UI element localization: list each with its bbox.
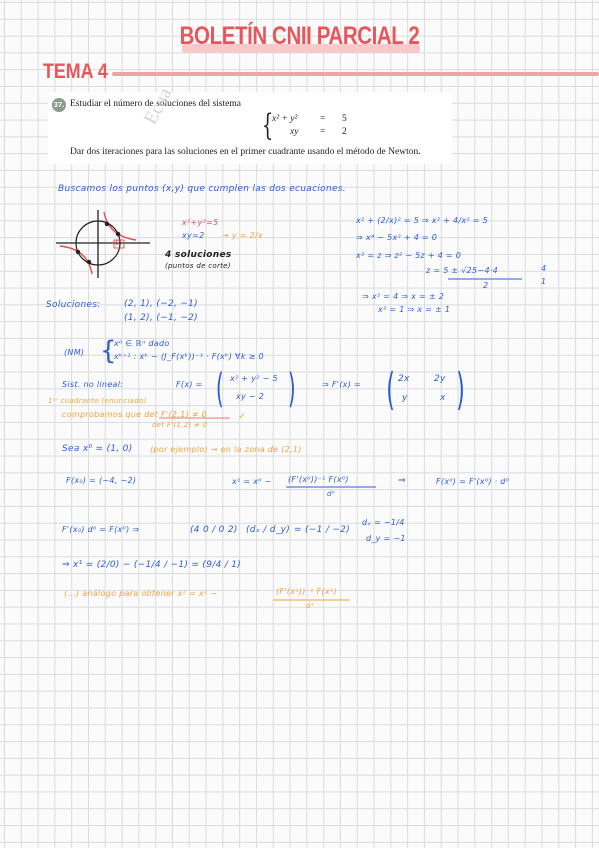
newton-linear-system: F(x⁰) = F'(x⁰) · d⁰: [436, 477, 510, 486]
jacobian-21: y: [402, 393, 408, 403]
root-2: 1: [541, 277, 547, 286]
section-title: TEMA 4: [43, 60, 108, 83]
det-check-1: comprobamos que det F'(2,1) ≠ 0: [62, 410, 207, 419]
F-at-x0: F(x₀) = (−4, −2): [66, 476, 137, 485]
paren-right: ): [456, 364, 465, 415]
F-row-2: xy − 2: [236, 392, 265, 401]
F-def: F(x) =: [176, 380, 203, 389]
system-eq-b: xy=2: [182, 231, 205, 240]
seed-def: Sea x⁰ = (1, 0): [62, 444, 133, 454]
equation-1-lhs: x² + y²: [272, 114, 298, 124]
jacobian-12: 2y: [434, 374, 446, 384]
newton-method-label: (NM): [64, 348, 85, 357]
section-underline: [112, 72, 599, 76]
analog-note: (...) análogo para obtener x² = x¹ −: [64, 589, 218, 598]
calc-step-6: x² = 1 ⇒ x = ± 1: [378, 305, 451, 314]
solutions-row-1: (2, 1), (−2, −1): [124, 299, 198, 309]
quadratic-formula: z = 5 ± √25−4·4: [426, 266, 499, 275]
jacobian-22: x: [440, 393, 446, 403]
equation-2-rhs: 2: [342, 127, 347, 137]
equation-2-lhs: xy: [290, 127, 299, 137]
newton-step-1: x⁰ ∈ ℝⁿ dado: [114, 339, 170, 348]
cut-points-note: (puntos de corte): [165, 262, 231, 270]
paren-right: ): [287, 366, 296, 412]
system-eq-a: x²+y²=5: [182, 218, 219, 227]
check-mark: ✓: [238, 412, 246, 422]
problem-statement-box: [48, 92, 452, 164]
dx-result: dₓ = −1/4: [362, 518, 405, 527]
calc-step-1: x² + (2/x)² = 5 ⇒ x² + 4/x² = 5: [356, 216, 489, 225]
seed-note: (por ejemplo) → en la zona de (2,1): [150, 445, 302, 454]
calc-step-5: ⇒ x² = 4 ⇒ x = ± 2: [362, 292, 445, 301]
problem-statement-2: Dar dos iteraciones para las soluciones en el primer cuadrante usando el método de Newton.: [70, 147, 421, 157]
page-title: BOLETÍN CNII PARCIAL 2: [179, 22, 420, 50]
solutions-row-2: (1, 2), (−1, −2): [124, 313, 198, 323]
linear-rhs: = (−1 / −2): [294, 525, 351, 535]
linear-matrix: (4 0 / 0 2): [190, 525, 238, 535]
calc-step-3: x² = z ⇒ z² − 5z + 4 = 0: [356, 251, 462, 260]
jacobian-def: ⇒ F'(x) =: [322, 380, 361, 389]
equation-2-sign: =: [320, 127, 326, 137]
analog-den: d¹: [306, 602, 314, 610]
linear-system-lhs: F'(x₀) d⁰ = F(x⁰) ⇒: [62, 525, 140, 534]
F-row-1: x² + y² − 5: [230, 374, 278, 383]
x1-result: ⇒ x¹ = (2/0) − (−1/4 / −1) = (9/4 / 1): [62, 560, 242, 570]
problem-number-badge: 37.: [52, 98, 66, 112]
four-solutions: 4 soluciones: [165, 250, 232, 260]
brace-symbol: {: [261, 108, 274, 143]
brace-symbol: {: [100, 336, 117, 366]
dy-result: d_y = −1: [366, 534, 406, 543]
newton-iter-den: d⁰: [327, 490, 335, 498]
graph-label: S: [115, 239, 120, 247]
quadrant-note: 1ᵉʳ cuadrante (enunciado): [48, 397, 147, 405]
nonlinear-label: Sist. no lineal:: [62, 380, 124, 389]
solve-for-y: → y = 2/x: [222, 231, 263, 240]
newton-step-2: xᵏ⁺¹ : xᵏ − (J_F(xᵏ))⁻¹ · F(xᵏ) ∀k ≥ 0: [114, 352, 264, 361]
solutions-label: Soluciones:: [46, 300, 101, 310]
quadratic-denominator: 2: [483, 281, 489, 290]
paren-left: (: [215, 366, 224, 412]
paren-left: (: [386, 364, 395, 415]
equation-1-sign: =: [320, 114, 326, 124]
analog-num: (F'(x¹))⁻¹ F(x¹): [276, 587, 337, 596]
jacobian-11: 2x: [398, 374, 410, 384]
root-1: 4: [541, 264, 547, 273]
implies-arrow: ⇒: [398, 476, 406, 486]
problem-statement: Estudiar el número de soluciones del sistema: [70, 99, 241, 109]
equation-1-rhs: 5: [342, 114, 347, 124]
newton-iter-1: x¹ = x⁰ −: [232, 477, 272, 486]
note-intro: Buscamos los puntos (x,y) que cumplen las dos ecuaciones.: [58, 184, 346, 194]
det-check-2: det F'(1,2) ≠ 0: [152, 421, 208, 429]
calc-step-2: ⇒ x⁴ − 5x² + 4 = 0: [356, 233, 438, 242]
linear-unknowns: (dₓ / d_y): [246, 525, 291, 535]
watermark-text: Ecua: [140, 84, 177, 128]
newton-iter-num: (F'(x⁰))⁻¹ F(x⁰): [288, 475, 349, 484]
